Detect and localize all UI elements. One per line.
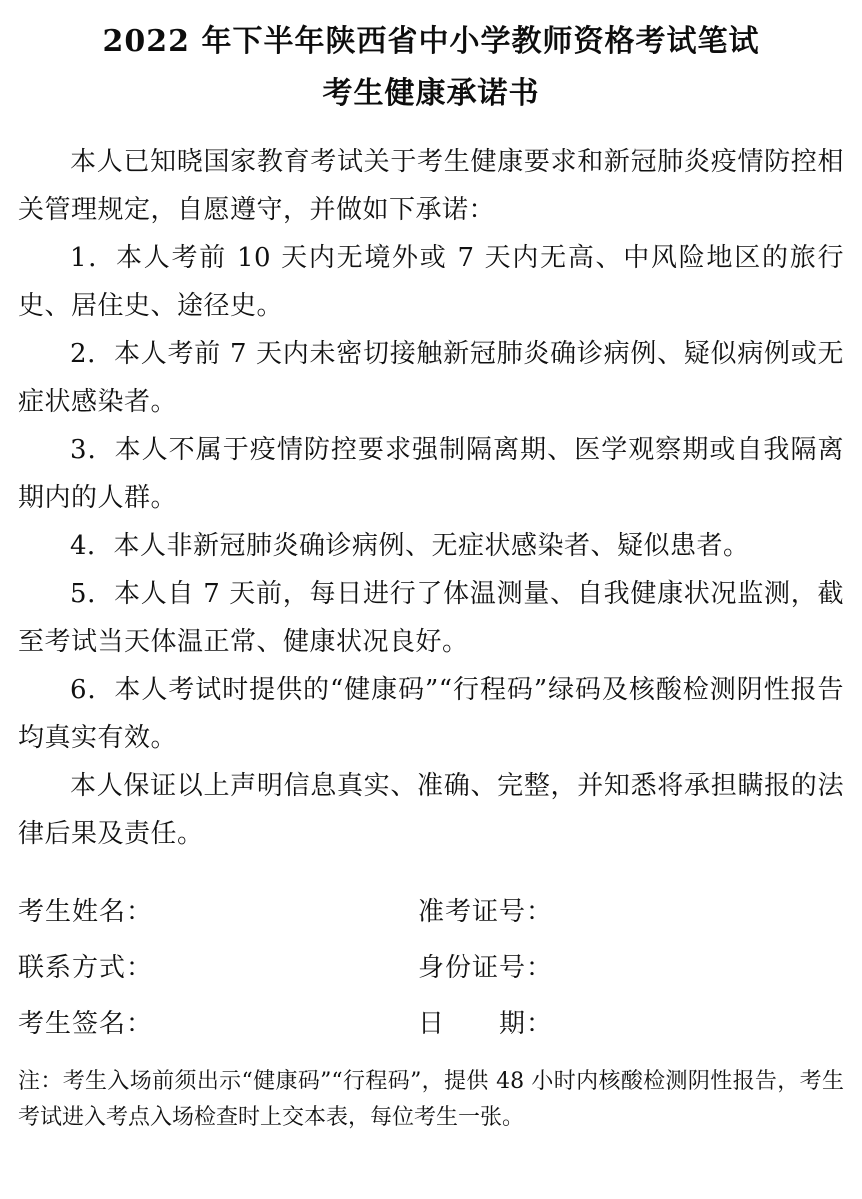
document-note: 注：考生入场前须出示“健康码”“行程码”，提供 48 小时内核酸检测阴性报告，考生考试进入考点入场检查时上交本表，每位考生一张。 [18,1069,844,1130]
field-label-date-char: 日 [418,1009,446,1039]
title-line-1: 2022 年下半年陕西省中小学教师资格考试笔试 [102,24,760,59]
paragraph-item-4: 4．本人非新冠肺炎确诊病例、无症状感染者、疑似患者。 [70,531,750,561]
paragraph-item-6: 6．本人考试时提供的“健康码”“行程码”绿码及核酸检测阴性报告均真实有效。 [18,675,844,753]
title-line-2: 考生健康承诺书 [322,76,540,111]
paragraph-item-1: 1．本人考前 10 天内无境外或 7 天内无高、中风险地区的旅行史、居住史、途径史。 [18,243,844,321]
field-label-candidate-signature: 考生签名： [18,1009,154,1039]
field-label-date-suffix: 期： [499,1009,554,1039]
field-label-contact: 联系方式： [18,953,154,983]
paragraph-guarantee: 本人保证以上声明信息真实、准确、完整，并知悉将承担瞒报的法律后果及责任。 [18,771,844,849]
paragraph-item-2: 2．本人考前 7 天内未密切接触新冠肺炎确诊病例、疑似病例或无症状感染者。 [18,339,844,417]
field-label-admission-number: 准考证号： [418,897,554,927]
field-label-id-number: 身份证号： [418,953,554,983]
paragraph-item-5: 5．本人自 7 天前，每日进行了体温测量、自我健康状况监测，截至考试当天体温正常、健康状况良好。 [18,579,844,657]
signature-fields [18,884,844,1052]
field-row-contact [18,940,844,996]
document-title [18,16,844,120]
document-body [18,138,844,858]
field-label-candidate-name: 考生姓名： [18,897,154,927]
field-label-date [418,996,844,1052]
field-row-signature [18,996,844,1052]
field-row-name [18,884,844,940]
paragraph-intro: 本人已知晓国家教育考试关于考生健康要求和新冠肺炎疫情防控相关管理规定，自愿遵守，并做如下承诺： [18,147,844,225]
paragraph-item-3: 3．本人不属于疫情防控要求强制隔离期、医学观察期或自我隔离期内的人群。 [18,435,844,513]
